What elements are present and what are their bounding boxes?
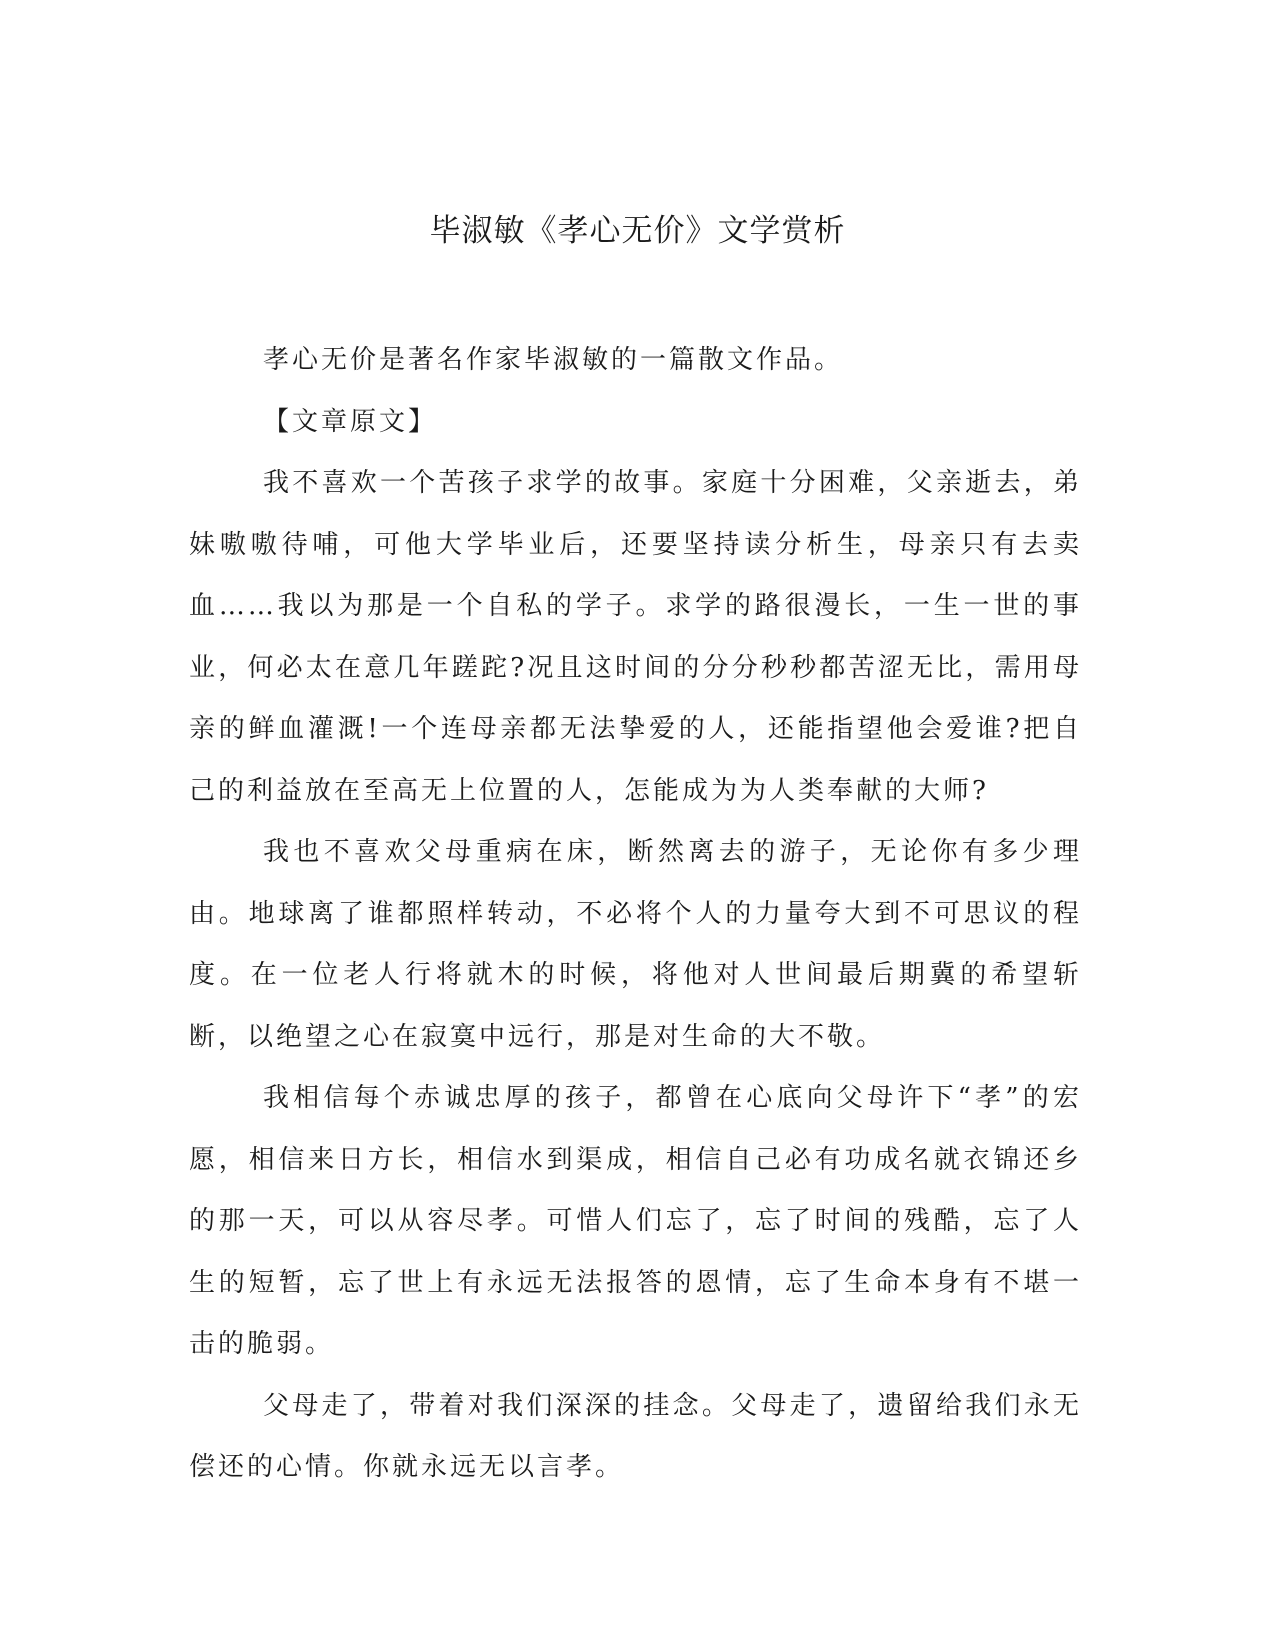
document-title: 毕淑敏《孝心无价》文学赏析 [429, 213, 846, 249]
paragraph-intro: 孝心无价是著名作家毕淑敏的一篇散文作品。 [263, 345, 844, 375]
paragraph-2: 我也不喜欢父母重病在床，断然离去的游子，无论你有多少理由。地球离了谁都照样转动，不必将个人的力量夸大到不可思议的程度。在一位老人行将就木的时候，将他对人世间最后期冀的希望斩断，以绝望之心在寂寞中远行，那是对生命的大不敬。 [189, 837, 1082, 1052]
paragraph-1: 我不喜欢一个苦孩子求学的故事。家庭十分困难，父亲逝去，弟妹嗷嗷待哺，可他大学毕业后，还要坚持读分析生，母亲只有去卖血……我以为那是一个自私的学子。求学的路很漫长，一生一世的事业，何必太在意几年蹉跎?况且这时间的分分秒秒都苦涩无比，需用母亲的鲜血灌溉!一个连母亲都无法挚爱的人，还能指望他会爱谁?把自己的利益放在至高无上位置的人，怎能成为为人类奉献的大师? [189, 468, 1082, 806]
document-body [189, 330, 1082, 1499]
paragraph-4: 父母走了，带着对我们深深的挂念。父母走了，遗留给我们永无偿还的心情。你就永远无以言孝。 [189, 1390, 1082, 1482]
paragraph-section-heading: 【文章原文】 [263, 406, 438, 437]
paragraph-3: 我相信每个赤诚忠厚的孩子，都曾在心底向父母许下“孝”的宏愿，相信来日方长，相信水到渠成，相信自己必有功成名就衣锦还乡的那一天，可以从容尽孝。可惜人们忘了，忘了时间的残酷，忘了人生的短暂，忘了世上有永远无法报答的恩情，忘了生命本身有不堪一击的脆弱。 [189, 1083, 1082, 1359]
